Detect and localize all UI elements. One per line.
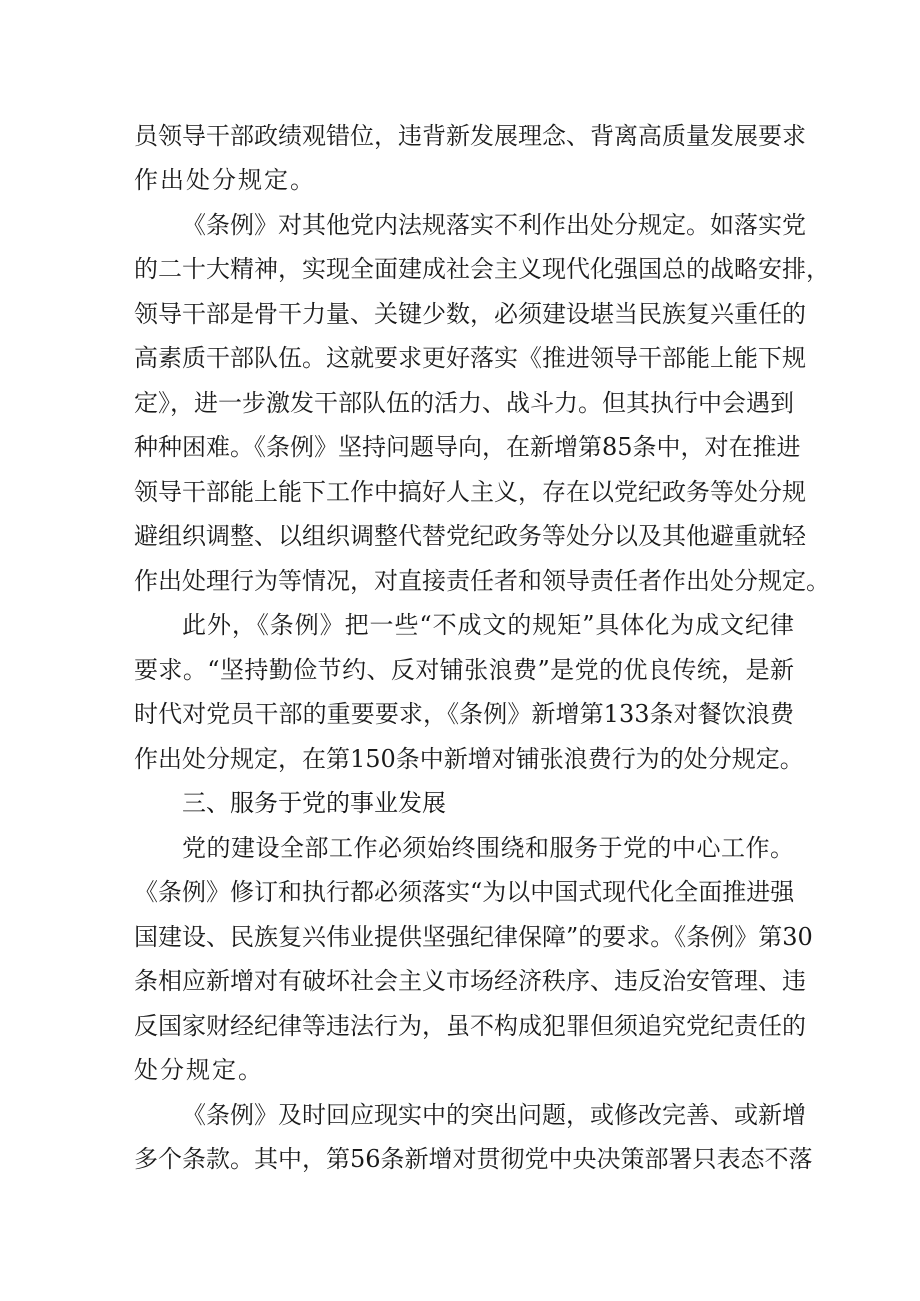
paragraph-line: 时代对党员干部的重要要求，《条例》新增第133条对餐饮浪费 bbox=[134, 700, 794, 728]
paragraph-line: 高素质干部队伍。这就要求更好落实《推进领导干部能上能下规 bbox=[134, 344, 806, 372]
paragraph-line: 定》，进一步激发干部队伍的活力、战斗力。但其执行中会遇到 bbox=[134, 389, 794, 417]
paragraph-line: 反国家财经纪律等违法行为，虽不构成犯罪但须追究党纪责任的 bbox=[134, 1012, 806, 1040]
paragraph-line: 的二十大精神，实现全面建成社会主义现代化强国总的战略安排， bbox=[134, 255, 830, 283]
paragraph-line: 《条例》及时回应现实中的突出问题，或修改完善、或新增 bbox=[182, 1101, 806, 1129]
paragraph-line: 此外，《条例》把一些“不成文的规矩”具体化为成文纪律 bbox=[182, 611, 794, 639]
paragraph-line: 作出处理行为等情况，对直接责任者和领导责任者作出处分规定。 bbox=[134, 567, 830, 595]
paragraph-line: 员领导干部政绩观错位，违背新发展理念、背离高质量发展要求 bbox=[134, 122, 806, 150]
paragraph-line: 领导干部是骨干力量、关键少数，必须建设堪当民族复兴重任的 bbox=[134, 300, 806, 328]
paragraph-line: 《条例》修订和执行都必须落实“为以中国式现代化全面推进强 bbox=[134, 878, 795, 906]
paragraph-line: 处分规定。 bbox=[134, 1056, 264, 1084]
paragraph-line: 领导干部能上能下工作中搞好人主义，存在以党纪政务等处分规 bbox=[134, 478, 806, 506]
paragraph-line: 党的建设全部工作必须始终围绕和服务于党的中心工作。 bbox=[182, 834, 794, 862]
paragraph-line: 要求。“坚持勤俭节约、反对铺张浪费”是党的优良传统，是新 bbox=[134, 656, 794, 684]
paragraph-line: 作出处分规定，在第150条中新增对铺张浪费行为的处分规定。 bbox=[134, 745, 804, 773]
paragraph-line: 避组织调整、以组织调整代替党纪政务等处分以及其他避重就轻 bbox=[134, 522, 806, 550]
paragraph-line: 条相应新增对有破坏社会主义市场经济秩序、违反治安管理、违 bbox=[134, 967, 806, 995]
paragraph-line: 作出处分规定。 bbox=[134, 166, 316, 194]
paragraph-line: 多个条款。其中，第56条新增对贯彻党中央决策部署只表态不落 bbox=[134, 1145, 813, 1173]
paragraph-line: 《条例》对其他党内法规落实不利作出处分规定。如落实党 bbox=[182, 211, 806, 239]
paragraph-line: 国建设、民族复兴伟业提供坚强纪律保障”的要求。《条例》第30 bbox=[134, 923, 813, 951]
paragraph-line: 种种困难。《条例》坚持问题导向，在新增第85条中，对在推进 bbox=[134, 433, 801, 461]
section-heading: 三、服务于党的事业发展 bbox=[182, 789, 446, 817]
